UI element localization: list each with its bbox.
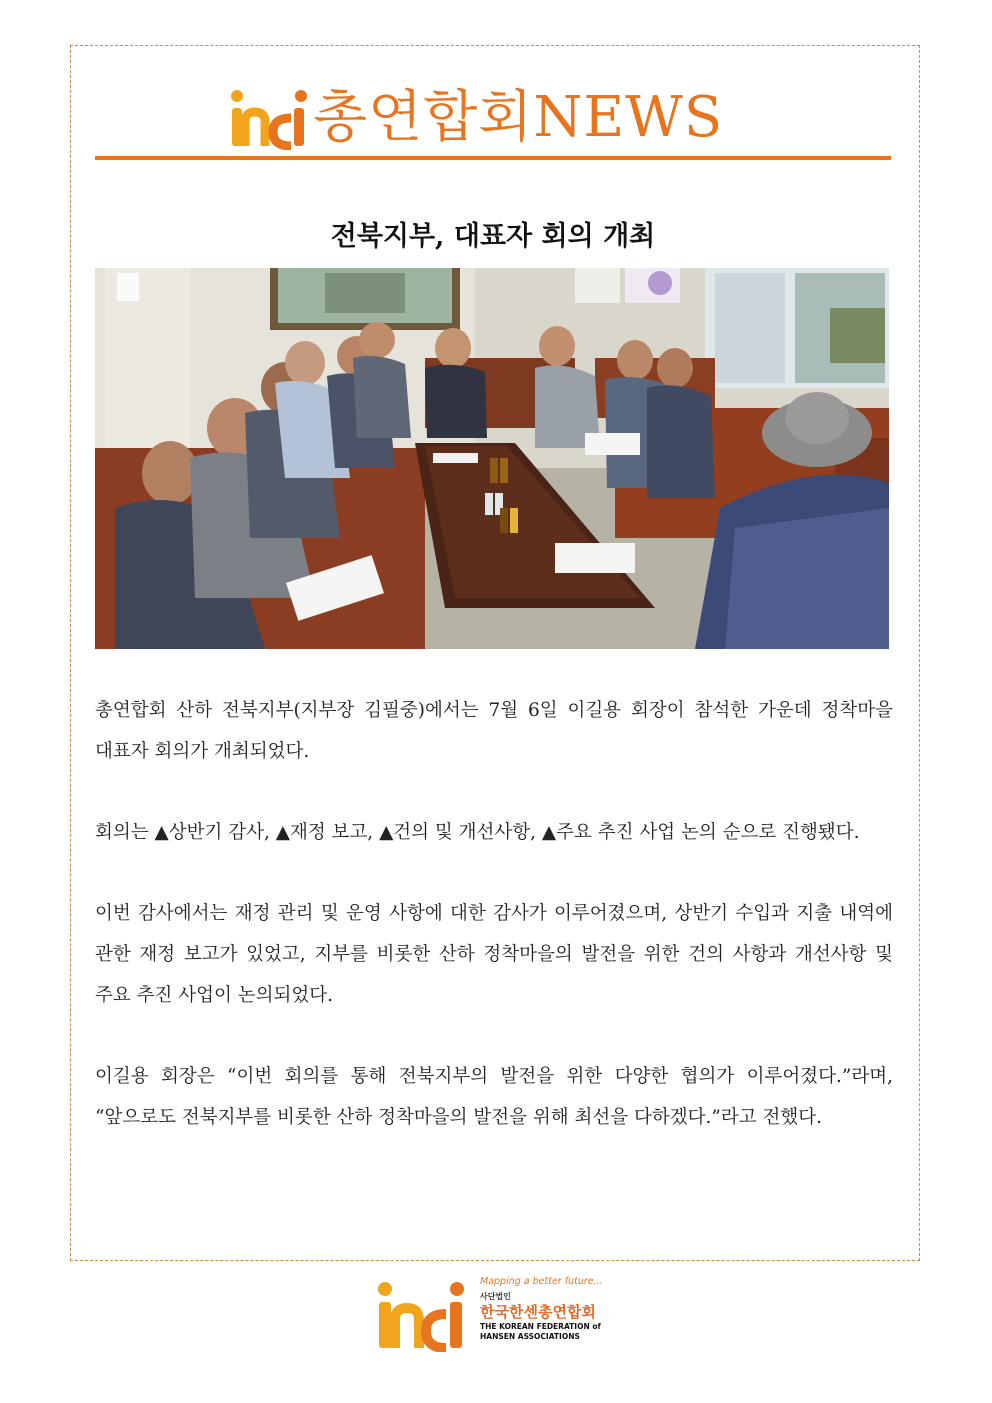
hd-logo-icon [229, 88, 309, 150]
footer-tagline: Mapping a better future... [480, 1276, 603, 1287]
footer-org-name: 한국한센총연합회 [480, 1303, 596, 1321]
footer-corp-type: 사단법인 [480, 1292, 511, 1301]
masthead [95, 82, 891, 160]
meeting-photo [95, 268, 889, 649]
article-headline: 전북지부, 대표자 회의 개최 [330, 221, 656, 252]
article-paragraph: 회의는 ▲상반기 감사, ▲재정 보고, ▲건의 및 개선사항, ▲주요 추진 사업 논의 순으로 진행됐다. [95, 822, 860, 843]
footer-org-name-en: THE KOREAN FEDERATION of HANSEN ASSOCIATIONS [480, 1322, 601, 1341]
article-paragraph: 이번 감사에서는 재정 관리 및 운영 사항에 대한 감사가 이루어졌으며, 상반기 수입과 지출 내역에 관한 재정 보고가 있었고, 지부를 비롯한 산하 정착마을의 발전을 위한 건의 사항과 개선사항 및 주요 추진 사업이 논의되었다. [95, 903, 893, 1006]
footer-branding [376, 1276, 636, 1356]
hd-logo-icon [376, 1280, 466, 1352]
article-body [95, 690, 893, 1178]
masthead-title: 총연합회NEWS [313, 85, 724, 150]
meeting-photo-illustration [95, 268, 889, 649]
masthead-rule [95, 156, 891, 160]
article-paragraph: 총연합회 산하 전북지부(지부장 김필중)에서는 7월 6일 이길용 회장이 참석한 가운데 정착마을 대표자 회의가 개최되었다. [95, 700, 893, 762]
article-paragraph: 이길용 회장은 “이번 회의를 통해 전북지부의 발전을 위한 다양한 협의가 이루어졌다.”라며, “앞으로도 전북지부를 비롯한 산하 정착마을의 발전을 위해 최선을 다하겠다.”라고 전했다. [95, 1066, 893, 1128]
